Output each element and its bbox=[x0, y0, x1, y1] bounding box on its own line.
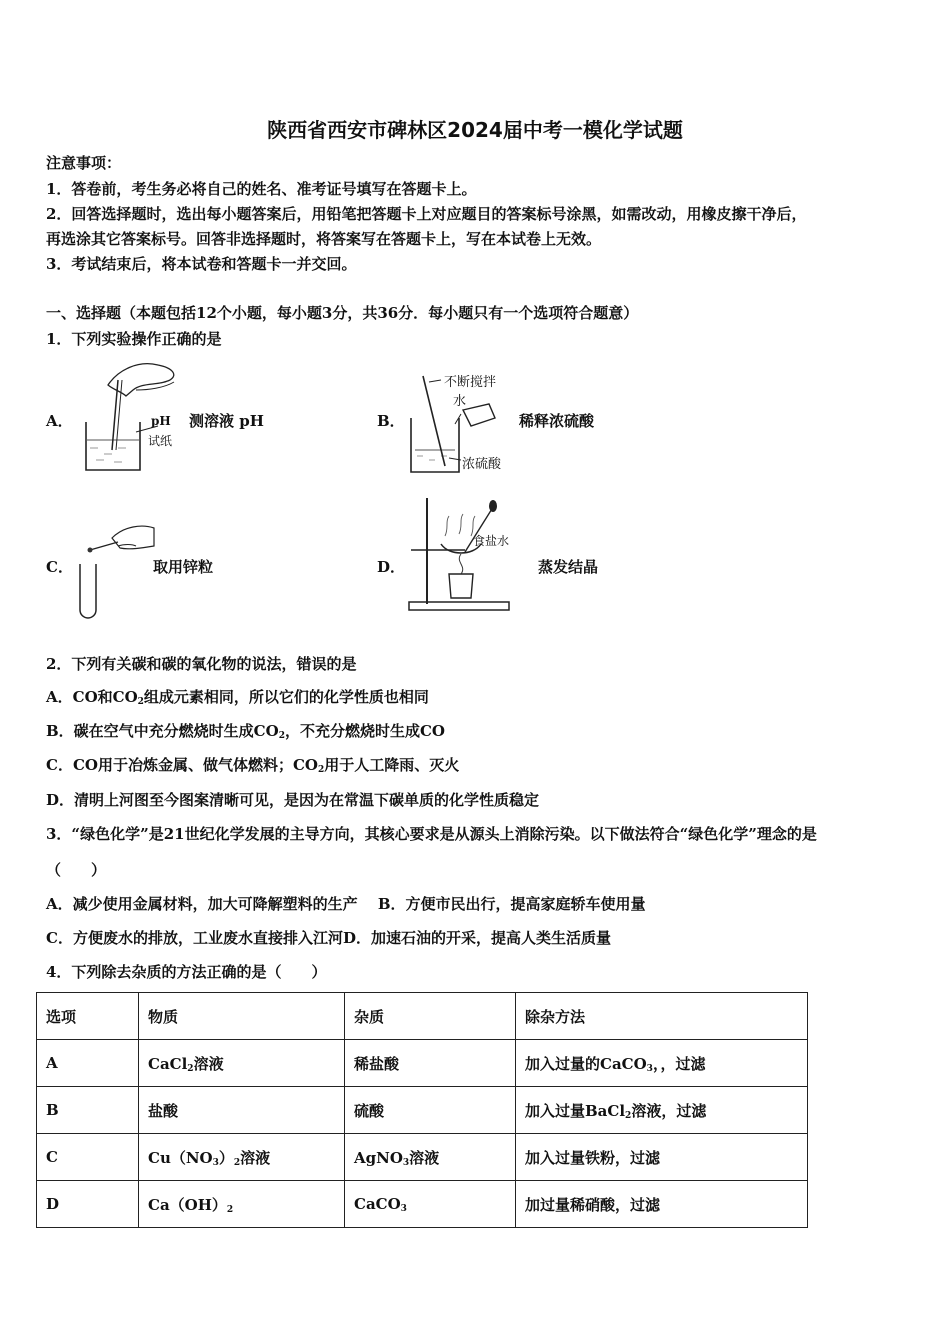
table-row bbox=[37, 1087, 808, 1134]
q3-options-ab: A．减少使用金属材料，加大可降解塑料的生产 B．方便市民出行，提高家庭轿车使用量 bbox=[46, 895, 646, 913]
table-row bbox=[37, 1181, 808, 1228]
q1-option-a-letter: A． bbox=[46, 412, 73, 430]
cell-option: A bbox=[37, 1040, 139, 1087]
notice-item: 1．答卷前，考生务必将自己的姓名、准考证号填写在答题卡上。 bbox=[46, 180, 477, 198]
cell-option: B bbox=[37, 1087, 139, 1134]
cell-impurity: 硫酸 bbox=[345, 1087, 516, 1134]
table-row bbox=[37, 1134, 808, 1181]
q2-option-c: C．CO用于冶炼金属、做气体燃料；$CO_2$用于人工降雨、灭火 bbox=[46, 756, 460, 775]
cell-substance: $Cu(NO_3)_2$溶液 bbox=[139, 1134, 345, 1181]
q3-stem: 3．“绿色化学”是21世纪化学发展的主导方向，其核心要求是从源头上消除污染。以下做法符合“绿色化学”理念的是 bbox=[46, 825, 817, 843]
test-paper-label: 试纸 bbox=[148, 434, 173, 448]
q1-option-c-letter: C． bbox=[46, 558, 73, 576]
ph-label: pH bbox=[151, 414, 171, 428]
q2-stem: 2．下列有关碳和碳的氧化物的说法，错误的是 bbox=[46, 655, 357, 673]
q1-option-a-caption: 测溶液 pH bbox=[189, 412, 264, 430]
impurity-table bbox=[36, 992, 808, 1228]
cell-impurity: 稀盐酸 bbox=[345, 1040, 516, 1087]
cell-option: D bbox=[37, 1181, 139, 1228]
salt-water-label: 食盐水 bbox=[473, 534, 510, 548]
evaporation-figure bbox=[405, 494, 515, 616]
header-substance: 物质 bbox=[139, 993, 345, 1040]
water-label: 水 bbox=[453, 394, 467, 409]
header-method: 除杂方法 bbox=[516, 993, 808, 1040]
conc-acid-label: 浓硫酸 bbox=[462, 457, 502, 472]
cell-option: C bbox=[37, 1134, 139, 1181]
notice-item: 3．考试结束后，将本试卷和答题卡一并交回。 bbox=[46, 255, 357, 273]
q4-stem: 4．下列除去杂质的方法正确的是（ ） bbox=[46, 963, 327, 981]
section-heading: 一、选择题（本题包括12个小题，每小题3分，共36分．每小题只有一个选项符合题意） bbox=[46, 304, 639, 322]
cell-substance: 盐酸 bbox=[139, 1087, 345, 1134]
q1-option-d-caption: 蒸发结晶 bbox=[538, 558, 599, 576]
stir-label: 不断搅拌 bbox=[444, 375, 497, 390]
page-title: 陕西省西安市碑林区2024届中考一模化学试题 bbox=[267, 118, 683, 142]
q1-option-d-letter: D． bbox=[377, 558, 406, 576]
cell-method: 加过量稀硝酸，过滤 bbox=[516, 1181, 808, 1228]
notice-item: 再选涂其它答案标号。回答非选择题时，将答案写在答题卡上，写在本试卷上无效。 bbox=[46, 230, 602, 248]
zinc-granule-figure bbox=[76, 516, 158, 620]
cell-impurity: AgNO$_3$溶液 bbox=[345, 1134, 516, 1181]
q1-stem: 1．下列实验操作正确的是 bbox=[46, 330, 222, 348]
table-row bbox=[37, 1040, 808, 1087]
notice-item: 2．回答选择题时，选出每小题答案后，用铅笔把答题卡上对应题目的答案标号涂黑，如需改动，用橡皮擦干净后， bbox=[46, 205, 807, 223]
q1-option-b-caption: 稀释浓硫酸 bbox=[519, 412, 595, 430]
q3-options-cd: C．方便废水的排放，工业废水直接排入江河D．加速石油的开采，提高人类生活质量 bbox=[46, 929, 611, 947]
header-impurity: 杂质 bbox=[345, 993, 516, 1040]
ph-test-figure bbox=[78, 360, 188, 475]
q2-option-b: B．碳在空气中充分燃烧时生成$CO_2$，不充分燃烧时生成CO bbox=[46, 722, 445, 741]
cell-method: 加入过量铁粉，过滤 bbox=[516, 1134, 808, 1181]
cell-impurity: CaCO$_3$ bbox=[345, 1181, 516, 1228]
q1-option-b-letter: B． bbox=[377, 412, 405, 430]
cell-substance: CaCl$_2$溶液 bbox=[139, 1040, 345, 1087]
q3-paren: （ ） bbox=[46, 861, 107, 879]
cell-method: 加入过量的CaCO$_3$，，过滤 bbox=[516, 1040, 808, 1087]
q1-option-c-caption: 取用锌粒 bbox=[153, 558, 214, 576]
q2-option-d: D．清明上河图至今图案清晰可见，是因为在常温下碳单质的化学性质稳定 bbox=[46, 791, 540, 809]
table-header-row bbox=[37, 993, 808, 1040]
header-option: 选项 bbox=[37, 993, 139, 1040]
cell-substance: $Ca(OH)_2$ bbox=[139, 1181, 345, 1228]
cell-method: 加入过量BaCl$_2$溶液，过滤 bbox=[516, 1087, 808, 1134]
q2-option-a: A．CO和$CO_2$组成元素相同，所以它们的化学性质也相同 bbox=[46, 688, 429, 707]
notice-heading: 注意事项： bbox=[46, 154, 122, 172]
